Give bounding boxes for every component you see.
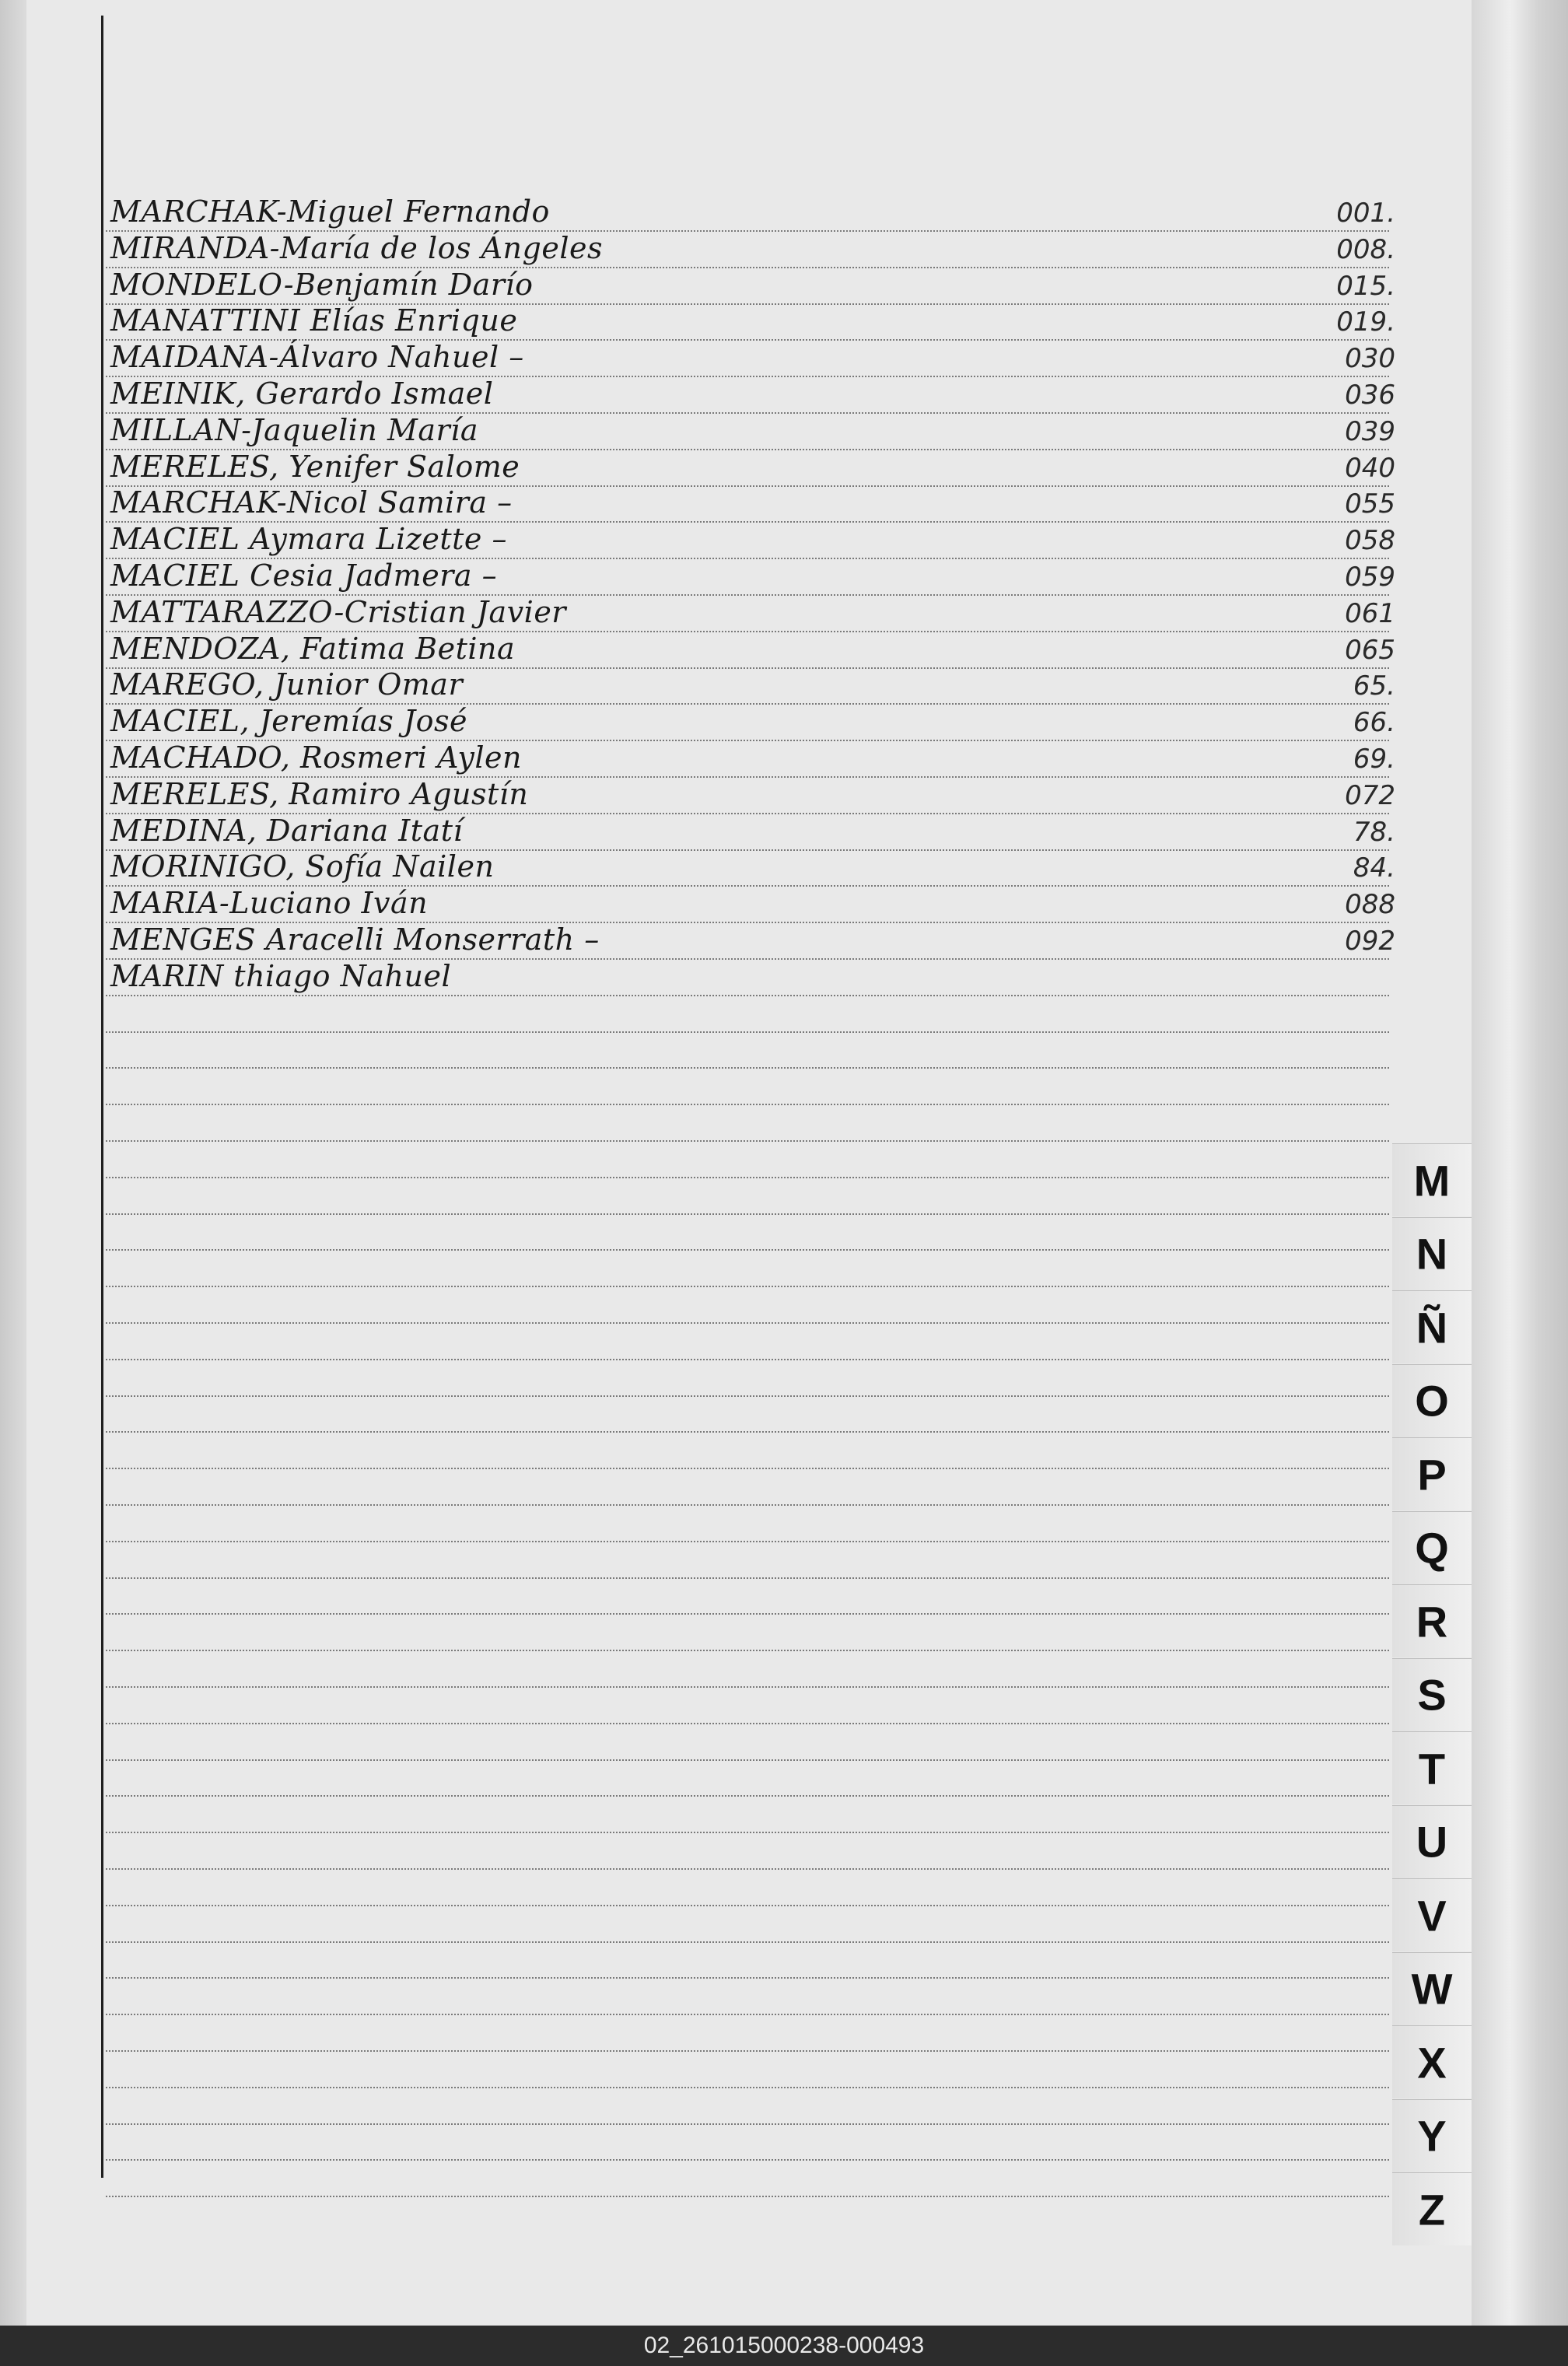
- entry-name: MARIN thiago Nahuel: [110, 958, 452, 993]
- list-item: [0, 667, 1472, 703]
- tab-letter: N: [1416, 1229, 1448, 1279]
- entry-name: MARIA-Luciano Iván: [110, 886, 429, 921]
- list-item: [0, 303, 1472, 339]
- list-item: [0, 413, 1472, 449]
- entry-name: MORINIGO, Sofía Nailen: [110, 849, 495, 884]
- entry-number: 065: [1345, 634, 1395, 666]
- index-tab-t[interactable]: [1392, 1731, 1472, 1804]
- entry-name: MEDINA, Dariana Itatí: [110, 813, 464, 848]
- index-tab-n[interactable]: [1392, 1217, 1472, 1290]
- list-item: [0, 886, 1472, 922]
- entry-number: 66.: [1353, 707, 1395, 739]
- list-item: [0, 231, 1472, 267]
- index-tab-q[interactable]: [1392, 1511, 1472, 1584]
- list-item: [0, 740, 1472, 776]
- entry-number: 058: [1345, 525, 1395, 557]
- entry-number: 69.: [1353, 744, 1395, 775]
- entry-name: MACIEL Cesia Jadmera –: [110, 558, 498, 593]
- list-item: [0, 340, 1472, 376]
- list-item: [0, 849, 1472, 885]
- index-tab-v[interactable]: [1392, 1878, 1472, 1951]
- index-tab-u[interactable]: [1392, 1805, 1472, 1878]
- entry-name: MARCHAK-Miguel Fernando: [110, 194, 550, 229]
- entry-number: 001.: [1336, 198, 1395, 229]
- tab-letter: O: [1415, 1376, 1449, 1426]
- list-item: [0, 595, 1472, 631]
- entry-number: 040: [1345, 452, 1395, 484]
- index-tab-r[interactable]: [1392, 1584, 1472, 1657]
- tab-letter: R: [1416, 1597, 1448, 1646]
- entry-name: MENGES Aracelli Monserrath –: [110, 922, 600, 957]
- entry-name: MERELES, Ramiro Agustín: [110, 776, 529, 811]
- entry-number: 039: [1345, 415, 1395, 447]
- entry-name: MENDOZA, Fatima Betina: [110, 631, 516, 666]
- index-tab-y[interactable]: [1392, 2099, 1472, 2172]
- entry-number: 061: [1345, 597, 1395, 629]
- entry-name: MIRANDA-María de los Ángeles: [110, 230, 603, 265]
- entry-number: 092: [1345, 926, 1395, 957]
- entry-name: MACHADO, Rosmeri Aylen: [110, 740, 522, 775]
- entry-name: MAIDANA-Álvaro Nahuel –: [110, 340, 524, 375]
- entry-number: 84.: [1353, 852, 1395, 884]
- entry-number: 059: [1345, 562, 1395, 593]
- entry-number: 088: [1345, 889, 1395, 921]
- tab-letter: W: [1411, 1964, 1453, 2014]
- index-tab-x[interactable]: [1392, 2025, 1472, 2098]
- alphabet-index-tabs: [1392, 1143, 1472, 2279]
- list-item: [0, 268, 1472, 303]
- entry-name: MACIEL, Jeremías José: [110, 704, 467, 739]
- index-tab-m[interactable]: [1392, 1143, 1472, 1216]
- index-tab-s[interactable]: [1392, 1658, 1472, 1731]
- tab-letter: Y: [1417, 2111, 1447, 2161]
- index-tab-o[interactable]: [1392, 1364, 1472, 1437]
- list-item: [0, 922, 1472, 958]
- list-item: [0, 376, 1472, 412]
- entry-name: MERELES, Yenifer Salome: [110, 449, 520, 484]
- list-item: [0, 777, 1472, 813]
- list-item: [0, 814, 1472, 849]
- entry-name: MARCHAK-Nicol Samira –: [110, 485, 513, 520]
- tab-letter: S: [1417, 1670, 1447, 1720]
- entry-number: 008.: [1336, 233, 1395, 265]
- list-item: [0, 959, 1472, 995]
- list-item: [0, 704, 1472, 740]
- entry-name: MEINIK, Gerardo Ismael: [110, 376, 494, 411]
- list-item: [0, 558, 1472, 594]
- page-stack-edge: [1472, 0, 1568, 2326]
- entry-name: MILLAN-Jaquelin María: [110, 412, 478, 447]
- tab-letter: X: [1417, 2038, 1447, 2087]
- entry-number: 072: [1345, 779, 1395, 811]
- tab-letter: U: [1416, 1817, 1448, 1867]
- list-item: [0, 450, 1472, 485]
- entry-number: 019.: [1336, 306, 1395, 338]
- list-item: [0, 522, 1472, 558]
- scan-id: 02_261015000238-000493: [643, 2333, 925, 2358]
- index-tab-p[interactable]: [1392, 1437, 1472, 1510]
- entry-number: 055: [1345, 488, 1395, 520]
- entry-name: MANATTINI Elías Enrique: [110, 303, 518, 338]
- tab-letter: V: [1417, 1891, 1447, 1940]
- index-tab-w[interactable]: [1392, 1952, 1472, 2025]
- tab-letter: P: [1417, 1450, 1447, 1499]
- entry-number: 036: [1345, 380, 1395, 411]
- entry-number: 030: [1345, 343, 1395, 375]
- tab-letter: Ñ: [1416, 1303, 1448, 1352]
- scan-id-footer: [0, 2326, 1568, 2366]
- entry-name: MONDELO-Benjamín Darío: [110, 267, 534, 302]
- tab-letter: Q: [1415, 1523, 1449, 1573]
- index-tab-z[interactable]: [1392, 2172, 1472, 2245]
- entry-name: MAREGO, Junior Omar: [110, 667, 464, 702]
- entry-name: MATTARAZZO-Cristian Javier: [110, 594, 566, 629]
- index-tab-n-tilde[interactable]: [1392, 1290, 1472, 1363]
- list-item: [0, 632, 1472, 667]
- entry-number: 78.: [1353, 816, 1395, 848]
- list-item: [0, 485, 1472, 521]
- entry-name: MACIEL Aymara Lizette –: [110, 522, 507, 557]
- entry-number: 65.: [1353, 670, 1395, 702]
- tab-letter: M: [1413, 1156, 1451, 1205]
- tab-letter: T: [1418, 1744, 1446, 1793]
- list-item: [0, 194, 1472, 230]
- tab-letter: Z: [1418, 2185, 1446, 2234]
- entry-number: 015.: [1336, 270, 1395, 302]
